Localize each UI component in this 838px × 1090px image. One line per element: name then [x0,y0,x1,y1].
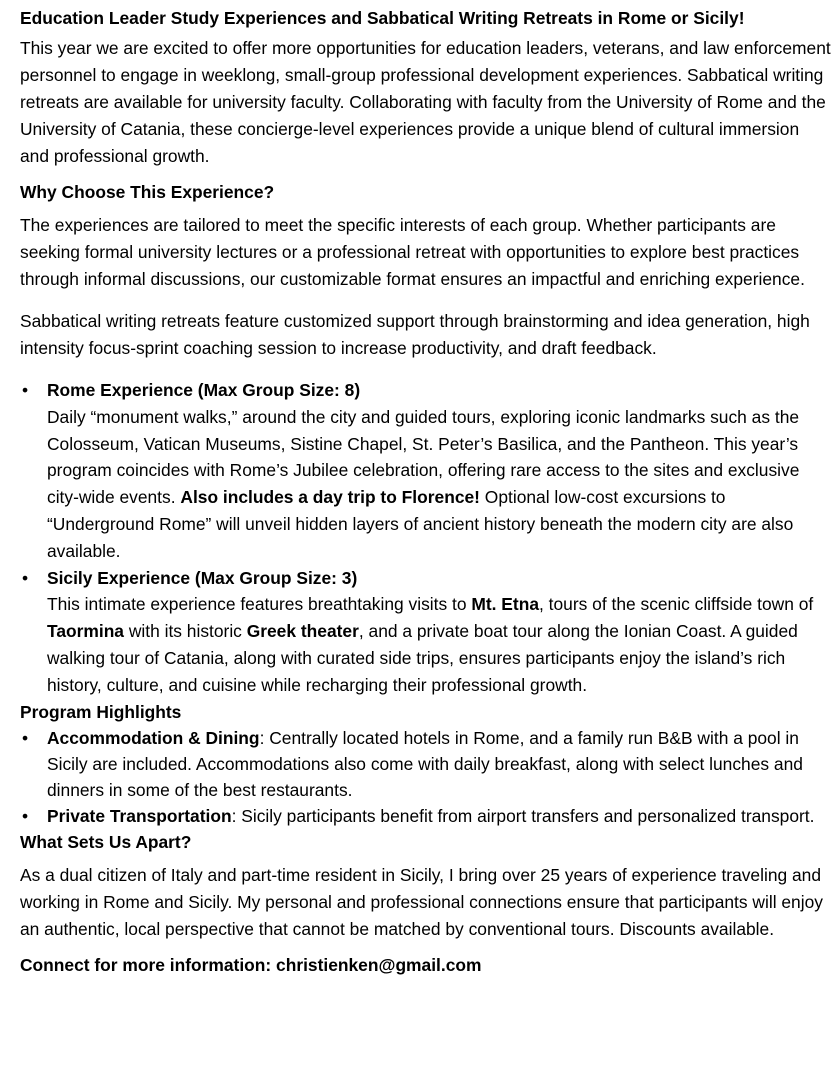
list-item-accommodation [20,725,832,803]
rome-text-1: Daily “monument walks,” around the city and guided tours, exploring iconic landmarks such as the Colosseum, Vatican Museums, Sistine Chapel, St. Peter’s Basilica, and the Pantheon. This year’s program coincides with Rome’s Jubilee celebration, offering rare access to the sites and exclusive city-wide events. [47,406,800,508]
sicily-text-2: , tours of the scenic cliffside town of [539,594,814,615]
list-item-rome [20,377,832,565]
rome-title: Rome Experience (Max Group Size: 8) [47,380,361,400]
highlight-text: : Sicily participants benefit from airport transfers and personalized transport. [231,805,815,826]
contact-line [20,954,832,976]
highlights-list [20,725,832,829]
why-paragraph-2: Sabbatical writing retreats feature customized support through brainstorming and idea generation, high intensity focus-sprint coaching session to increase productivity, and draft feedback. [20,311,810,358]
why-paragraph-1: The experiences are tailored to meet the specific interests of each group. Whether participants are seeking formal university lectures or a professional retreat with opportunities to explore best practices through informal discussions, our customizable format ensures an impactful and enriching experience. [20,215,805,289]
sicily-text-3: with its historic [123,621,247,642]
sicily-taormina: Taormina [47,621,124,642]
highlight-label: Accommodation & Dining [47,727,260,748]
sicily-greek-theater: Greek theater [246,621,359,642]
highlight-text: : Centrally located hotels in Rome, and a family run B&B with a pool in Sicily are included. Accommodations also come with daily breakfast, along with select lunches and dinners in some of the best restaurants. [47,727,803,800]
intro-paragraph: This year we are excited to offer more opportunities for education leaders, veterans, and law enforcement personnel to engage in weeklong, small-group professional development experiences. Sabbatical writing retreats are available for university faculty. Collaborating with faculty from the University of Rome and the University of Catania, these concierge-level experiences provide a unique blend of cultural immersion and professional growth. [20,38,831,166]
why-heading: Why Choose This Experience? [20,182,275,202]
list-item-sicily [20,565,832,699]
list-item-transportation [20,803,832,829]
sicily-text-1: This intimate experience features breathtaking visits to [47,594,472,615]
apart-paragraph: As a dual citizen of Italy and part-time resident in Sicily, I bring over 25 years of experience traveling and working in Rome and Sicily. My personal and professional connections ensure that participants will enjoy an authentic, local perspective that cannot be matched by conventional tours. Discounts available. [20,864,823,939]
sicily-etna: Mt. Etna [471,594,539,615]
contact-email: christienken@gmail.com [276,954,482,975]
experience-list [20,377,832,699]
sicily-title: Sicily Experience (Max Group Size: 3) [47,567,358,588]
rome-text-2: Optional low-cost excursions to “Underground Rome” will unveil hidden layers of ancient history beneath the modern city are also available. [47,487,794,561]
highlights-heading: Program Highlights [20,701,182,722]
page-title: Education Leader Study Experiences and Sabbatical Writing Retreats in Rome or Sicily! [20,8,745,28]
apart-heading: What Sets Us Apart? [20,831,192,852]
highlight-label: Private Transportation [47,805,232,826]
document [20,7,832,976]
rome-florence-highlight: Also includes a day trip to Florence! [180,487,480,508]
sicily-text-4: , and a private boat tour along the Ionian Coast. A guided walking tour of Catania, along with curated side trips, ensures participants enjoy the island’s rich history, culture, and cuisine while recharging their professional growth. [47,621,798,695]
contact-label: Connect for more information: [20,954,277,975]
